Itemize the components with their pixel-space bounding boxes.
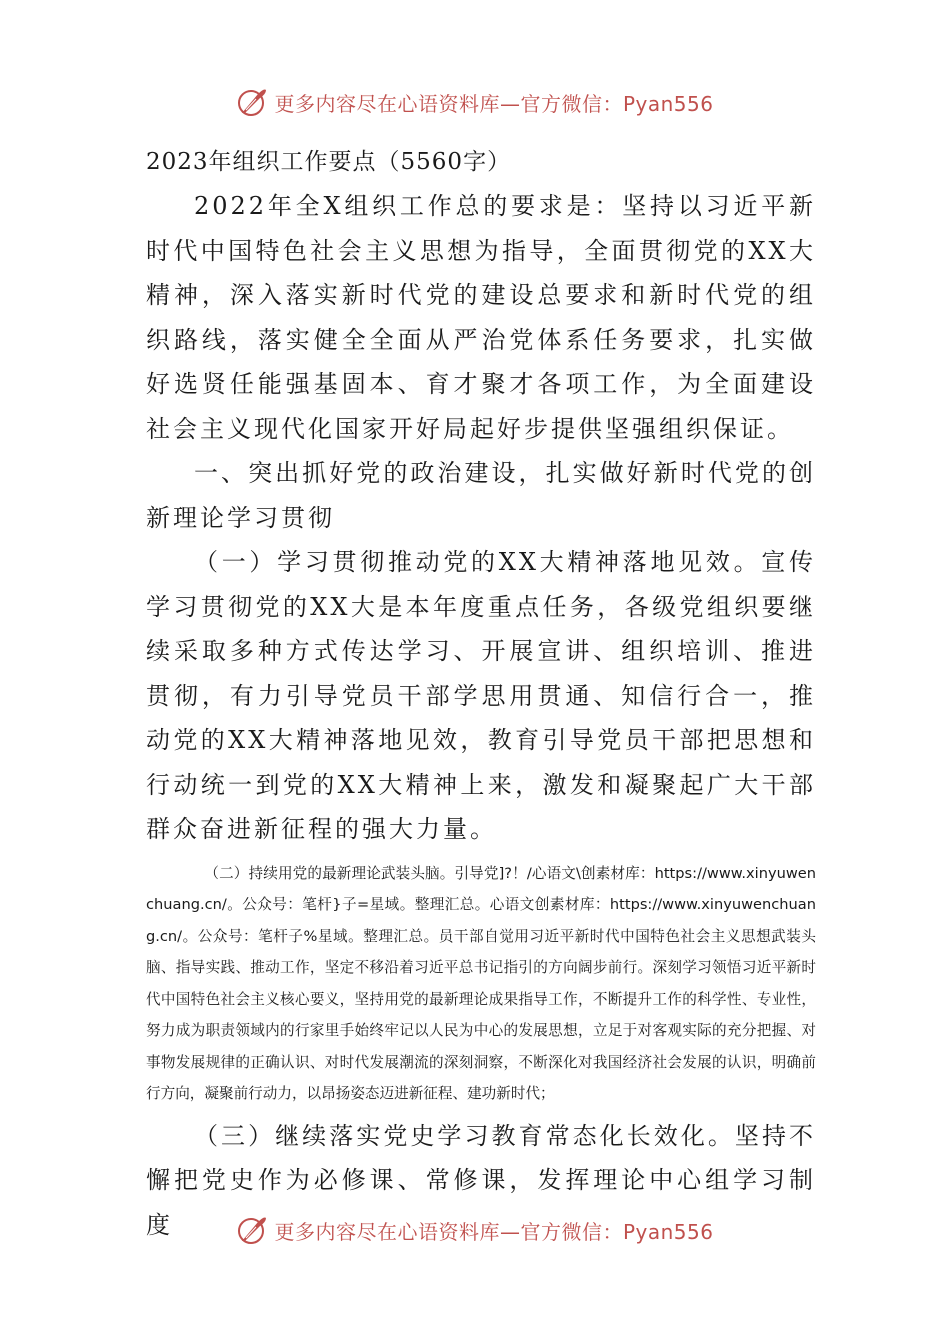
document-body: [146, 140, 816, 1247]
watermark-header: [0, 82, 950, 122]
quill-logo-icon: [236, 86, 268, 118]
section-heading: 一、突出抓好党的政治建设，扎实做好新时代党的创新理论学习贯彻: [146, 459, 816, 532]
document-title: 2023年组织工作要点（5560字）: [146, 149, 512, 175]
item-paragraph-1: （一）学习贯彻推动党的XX大精神落地见效。宣传学习贯彻党的XX大是本年度重点任务，各级党组织要继续采取多种方式传达学习、开展宣讲、组织培训、推进贯彻，有力引导党员干部学思用贯通、知信行合一，推动党的XX大精神落地见效，教育引导党员干部把思想和行动统一到党的XX大精神上来，激发和凝聚起广大干部群众奋进新征程的强大力量。: [146, 548, 816, 843]
item-paragraph-2: （二）持续用党的最新理论武装头脑。引导党]?！/心语文\创素材库：https://www.xinyuwenchuang.cn/。公众号：笔杆}子=星域。整理汇总。心语文创素材库：https://www.xinyuwenchuang.cn/。公众号：笔杆子%星域。整理汇总。员干部自觉用习近平新时代中国特色社会主义思想武装头脑、指导实践、推动工作，坚定不移沿着习近平总书记指引的方向阔步前行。深刻学习领悟习近平新时代中国特色社会主义核心要义，坚持用党的最新理论成果指导工作，不断提升工作的科学性、专业性，努力成为职责领域内的行家里手始终牢记以人民为中心的发展思想，立足于对客观实际的充分把握、对事物发展规律的正确认识、对时代发展潮流的深刻洞察，不断深化对我国经济社会发展的认识，明确前行方向，凝聚前行动力，以昂扬姿态迈进新征程、建功新时代；: [146, 864, 816, 1102]
intro-paragraph: 2022年全X组织工作总的要求是：坚持以习近平新时代中国特色社会主义思想为指导，全面贯彻党的XX大精神，深入落实新时代党的建设总要求和新时代党的组织路线，落实健全全面从严治党体系任务要求，扎实做好选贤任能强基固本、育才聚才各项工作，为全面建设社会主义现代化国家开好局起好步提供坚强组织保证。: [146, 192, 816, 443]
watermark-footer: [0, 1210, 950, 1250]
watermark-text: 更多内容尽在心语资料库—官方微信：Pyan556: [274, 1219, 714, 1244]
quill-logo-icon: [236, 1214, 268, 1246]
item-paragraph-3: （三）继续落实党史学习教育常态化长效化。坚持不懈把党史作为必修课、常修课，发挥理论中心组学习制度: [146, 1121, 816, 1239]
watermark-text: 更多内容尽在心语资料库—官方微信：Pyan556: [274, 91, 714, 116]
